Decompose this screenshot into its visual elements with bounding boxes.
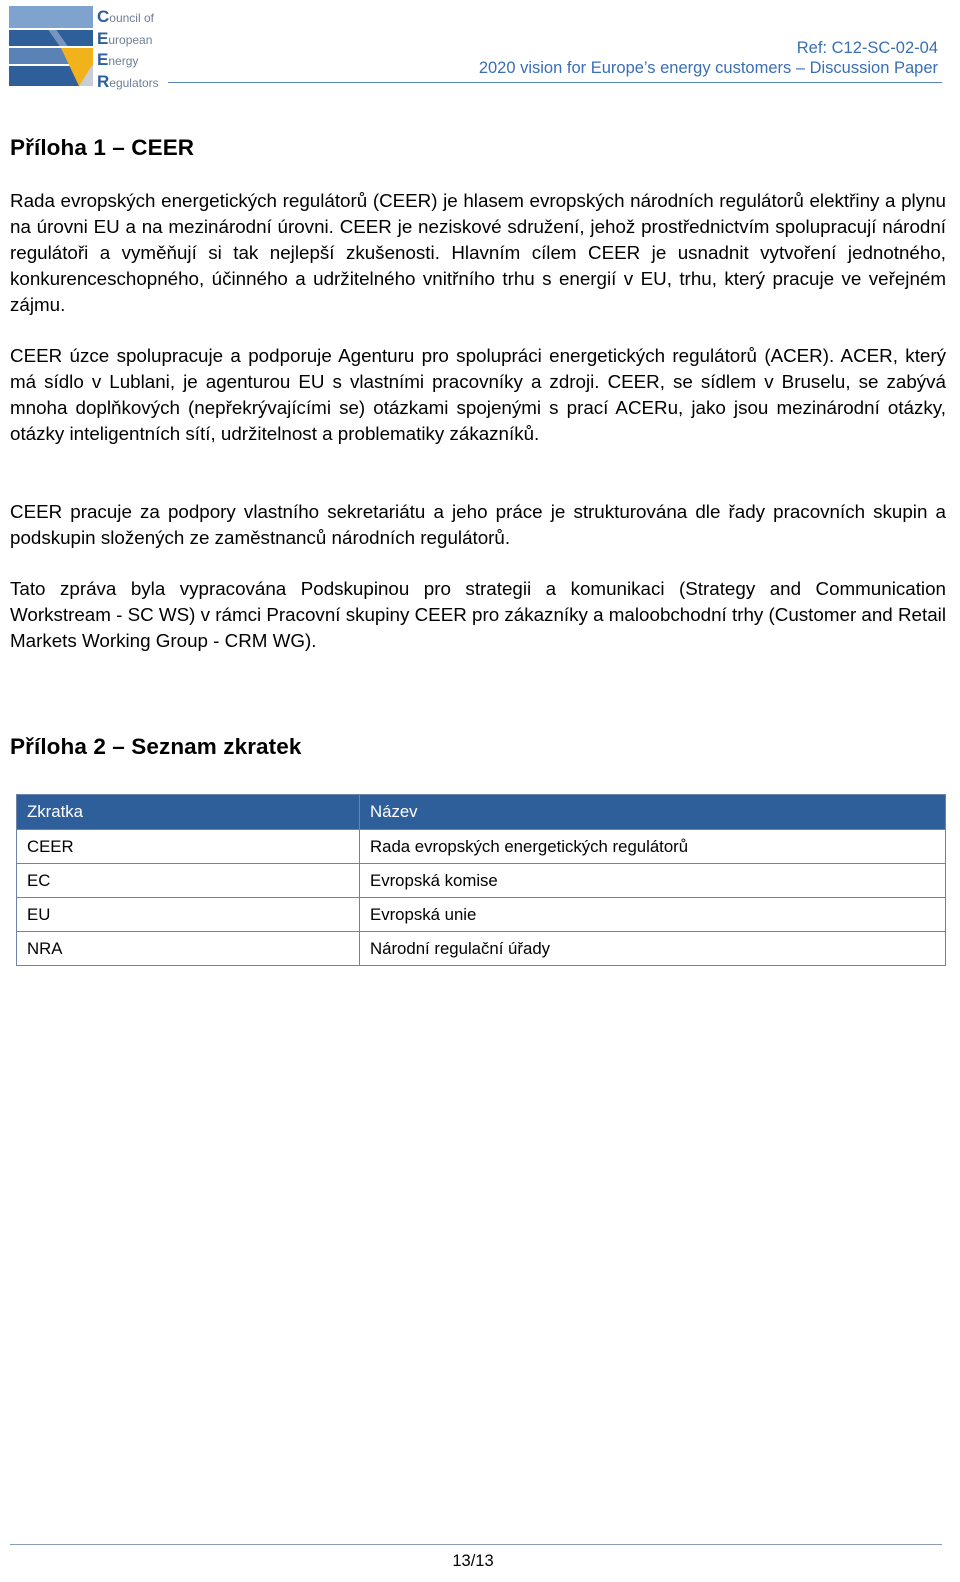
- annex1-paragraph: Rada evropských energetických regulátorů (CEER) je hlasem evropských národních regulátorů elektřiny a plynu na úrovni EU a na mezinárodní úrovni. CEER je neziskové sdružení, jehož prostřednictvím spolupracují národní regulátoři a vyměňují si tak nejlepší zkušenosti. Hlavním cílem CEER je usnadnit vytvoření jednotného, konkurenceschopného, účinného a udržitelného vnitřního trhu s energií v EU, trhu, který pracuje ve veřejném zájmu.: [10, 190, 946, 315]
- ceer-logo: [9, 6, 159, 91]
- column-header-name: Název: [360, 795, 946, 830]
- logo-line: Energy: [97, 50, 139, 69]
- abbreviation-cell: NRA: [17, 932, 360, 966]
- logo-line: Regulators: [97, 71, 159, 91]
- table-row: [17, 898, 946, 932]
- footer-divider: [10, 1544, 942, 1545]
- logo-line: European: [97, 28, 153, 48]
- annex1-paragraph: CEER pracuje za podpory vlastního sekretariátu a jeho práce je strukturována dle řady pracovních skupin a podskupin složených ze zaměstnanců národních regulátorů.: [10, 501, 946, 548]
- table-header-row: [17, 795, 946, 830]
- document-title: 2020 vision for Europe’s energy customers – Discussion Paper: [478, 59, 938, 77]
- abbreviation-cell: EU: [17, 898, 360, 932]
- column-header-abbreviation: Zkratka: [17, 795, 360, 830]
- document-reference: Ref: C12-SC-02-04: [796, 39, 938, 57]
- name-cell: Národní regulační úřady: [360, 932, 946, 966]
- ceer-logo-wordmark: [97, 7, 159, 93]
- annex2-heading: Příloha 2 – Seznam zkratek: [10, 734, 302, 759]
- table-row: [17, 830, 946, 864]
- annex1-paragraph: Tato zpráva byla vypracována Podskupinou pro strategii a komunikaci (Strategy and Communication Workstream - SC WS) v rámci Pracovní skupiny CEER pro zákazníky a maloobchodní trhy (Customer and Retail Markets Working Group - CRM WG).: [10, 578, 946, 651]
- annex1-heading: Příloha 1 – CEER: [10, 135, 195, 160]
- abbreviation-cell: CEER: [17, 830, 360, 864]
- ceer-logo-graphic: [9, 6, 93, 86]
- document-header: [479, 38, 938, 78]
- abbreviations-table: [16, 794, 946, 966]
- table-row: [17, 864, 946, 898]
- annex1-paragraph: CEER úzce spolupracuje a podporuje Agenturu pro spolupráci energetických regulátorů (ACER). ACER, který má sídlo v Lublani, je agenturou EU s vlastními pracovníky a zdroji. CEER, se sídlem v Bruselu, se zabývá mnoha doplňkových (nepřekrývajícími se) otázkami spojenými s prací ACERu, jako jsou mezinárodní otázky, otázky inteligentních sítí, udržitelnost a problematiky zákazníků.: [10, 345, 946, 444]
- page-number: 13/13: [452, 1552, 494, 1570]
- abbreviation-cell: EC: [17, 864, 360, 898]
- name-cell: Evropská komise: [360, 864, 946, 898]
- table-row: [17, 932, 946, 966]
- header-divider: [168, 82, 942, 83]
- name-cell: Evropská unie: [360, 898, 946, 932]
- name-cell: Rada evropských energetických regulátorů: [360, 830, 946, 864]
- logo-line: Council of: [97, 7, 154, 26]
